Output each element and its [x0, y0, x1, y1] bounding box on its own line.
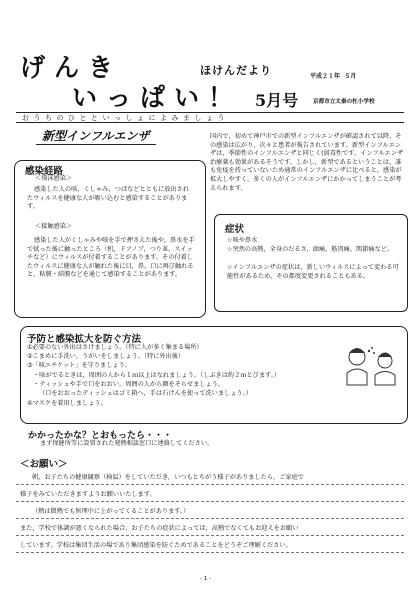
page-number: - 1 - — [200, 576, 212, 582]
request-line: 様子をみていただきますようお願いいたします。 — [20, 491, 156, 498]
subtitle-banner: おうちのひとといっしょによみましょう — [16, 112, 404, 123]
caught-heading: かかったかな？とおもったら・・・ — [28, 431, 173, 441]
prevention-item: ・ティッシュや手で口をおおい，周囲の人から顔をそらせましょう。 — [33, 381, 225, 388]
symptoms-heading: 症状 — [225, 224, 245, 235]
title-line2: いっぱい！ — [72, 83, 243, 112]
request-line: 朝，お子たちの健康観察（検温）をしていただき，いつもとちがう様子がありましたら，ご家庭で — [32, 474, 304, 481]
droplet-text: 感染した人の咳，くしゃみ，つばなどとともに放出されたウィルスを健康な人が吸い込むと感染することがあります。 — [27, 186, 190, 211]
routes-heading: 感染経路 — [25, 166, 64, 177]
contact-title: ＜接触感染＞ — [35, 223, 73, 230]
sneezing-people-illustration — [341, 343, 403, 389]
request-line: しています。学校は集団生活の場であり集団感染を防ぐためであることをどうぞご理解ください。 — [20, 542, 292, 549]
prevention-box — [20, 326, 408, 424]
caught-text: まず保健所等に設置された発熱相談窓口に連絡してください。 — [40, 440, 214, 447]
prevention-item: （口をおおったティッシュはゴミ箱へ，手は石けんを使って洗いましょう。） — [39, 390, 252, 397]
request-heading: ＜お願い＞ — [20, 459, 68, 470]
symptoms-box — [214, 214, 408, 312]
request-line: （熱は微熱でも無理中に上がってくることがあります。） — [32, 508, 190, 515]
prevention-item: ②こまめに手洗い，うがいをしましょう。（特に外出後） — [27, 353, 185, 360]
article-intro: 国内で，初めて神戸市での新型インフルエンザが確認されて以降，その感染は広がり，次々と患者が報告されています。新型インフルエンザは，季節性のインフルエンザと同じく(弱毒性です。インフルエンザ治療薬も効果があるそうです。しかし，新型であるということは，誰も免疫を持っていないため通常のインフルエンザに比べると，感染が拡大しやすく，多くの人がインフルエンザにかかってしまうことが考えられます。 — [210, 133, 404, 192]
title-line1: げんき — [20, 53, 123, 82]
prevention-item: ④マスクを着用しましょう。 — [27, 400, 107, 407]
symptom-item: ☆咳や鼻水 — [227, 237, 258, 244]
prevention-heading: 予防と感染拡大を防ぐ方法 — [27, 334, 142, 345]
symptom-item: ☆インフルエンザの症状は，新しいウィルスによって変わる可能性があるため，その都度変更されることもある。 — [227, 264, 399, 280]
article-heading: 新型インフルエンザ — [36, 127, 156, 145]
school-name: 京都市立太秦の杜小学校 — [313, 99, 375, 105]
symptom-item: ☆突然の高熱，全身のだるさ，頭痛，筋肉痛，関節痛など。 — [227, 246, 394, 253]
prevention-item: ①必要のない外出はさけましょう。（特に人が多く集まる場所） — [27, 344, 203, 351]
droplet-title: ＜飛沫感染＞ — [35, 175, 73, 182]
year-label: 平成２１年 ５月 — [310, 73, 357, 80]
request-line: また，学校で体調が悪くなられた場合，お子たちの症状によっては，高熱でなくてもお迎えをお願い — [20, 525, 299, 532]
prevention-item: ・咳がでるときは，周囲の人から１ｍ以上はなれましょう。（しぶきは約２ｍとびます。） — [33, 372, 280, 379]
prevention-item: ③「咳エチケット」を守りましょう。 — [27, 362, 131, 369]
newsletter-name: ほけんだより — [200, 64, 272, 77]
issue-number: 5月号 — [255, 91, 299, 110]
contact-text: 感染した人がくしゃみや咳を手で押さえた後や，鼻水を手で拭った後に触ったところ（机，ドアノブ，つり革，スイッチなど）にウィルスが付着することがあります。その付着したウィルスに健康な人が触れた後に目，鼻，口に再び触れると，粘膜・結膜などを通じて感染することがあります。 — [27, 237, 195, 279]
infection-routes-box — [14, 160, 206, 318]
